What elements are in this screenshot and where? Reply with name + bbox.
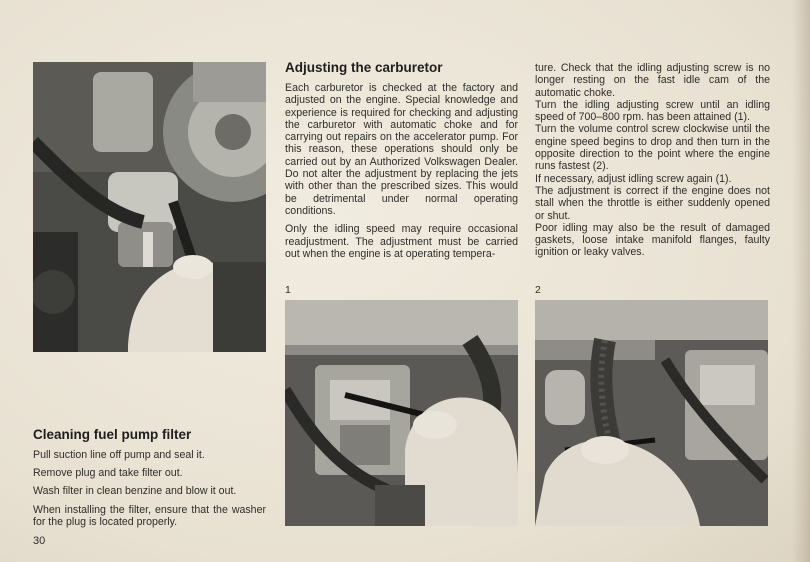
- carburetor-step-2: Turn the volume control screw clockwise until the engine speed begins to drop and then turn in the opposite direction to the point where the engine runs fastest (2).: [535, 123, 770, 173]
- fuel-pump-step-2: Remove plug and take filter out.: [33, 467, 183, 480]
- fuel-pump-heading: Cleaning fuel pump filter: [33, 427, 192, 442]
- carburetor-paragraph-2: Only the idling speed may require occasional readjustment. The adjustment must be carried out when the engine is at operating tempera-: [285, 223, 518, 260]
- carburetor-text-column: [285, 82, 518, 260]
- figure-1-photo: [285, 300, 518, 526]
- figure-2-label: 2: [535, 284, 541, 296]
- figure-1-label: 1: [285, 284, 291, 296]
- page-fold-shadow: [792, 0, 810, 562]
- fuel-pump-photo: [33, 62, 266, 352]
- fuel-pump-step-3: Wash filter in clean benzine and blow it out.: [33, 485, 237, 498]
- fuel-pump-step-4: When installing the filter, ensure that the washer for the plug is located properly.: [33, 503, 266, 528]
- carburetor-step-5: Poor idling may also be the result of damaged gaskets, loose intake manifold flanges, faulty ignition or leaky valves.: [535, 221, 770, 259]
- carburetor-continued-column: [535, 62, 770, 259]
- carburetor-heading: Adjusting the carburetor: [285, 60, 443, 75]
- figure-2-photo: [535, 300, 768, 526]
- carburetor-paragraph-1: Each carburetor is checked at the factory and adjusted on the engine. Special knowledge and experience is required for checking and adjusting the carburetor with automatic choke and for carrying out repairs on the accelerator pump. For this reason, these operations should only be carried out by an Authorized Volkswagen Dealer. Do not alter the adjustment by replacing the jets with other than the prescribed sizes. This would be detrimental under normal operating conditions.: [285, 82, 518, 217]
- fuel-pump-step-1: Pull suction line off pump and seal it.: [33, 449, 205, 461]
- carburetor-continued-text: ture. Check that the idling adjusting screw is no longer resting on the fast idle cam of the automatic choke.: [535, 62, 770, 99]
- fuel-pump-steps: [33, 449, 266, 528]
- page-number: 30: [33, 535, 46, 547]
- carburetor-step-3: If necessary, adjust idling screw again (1).: [535, 172, 732, 185]
- carburetor-step-1: Turn the idling adjusting screw until an idling speed of 700–800 rpm. has been attained (1).: [535, 98, 770, 124]
- carburetor-step-4: The adjustment is correct if the engine does not stall when the throttle is either suddenly opened or shut.: [535, 184, 770, 222]
